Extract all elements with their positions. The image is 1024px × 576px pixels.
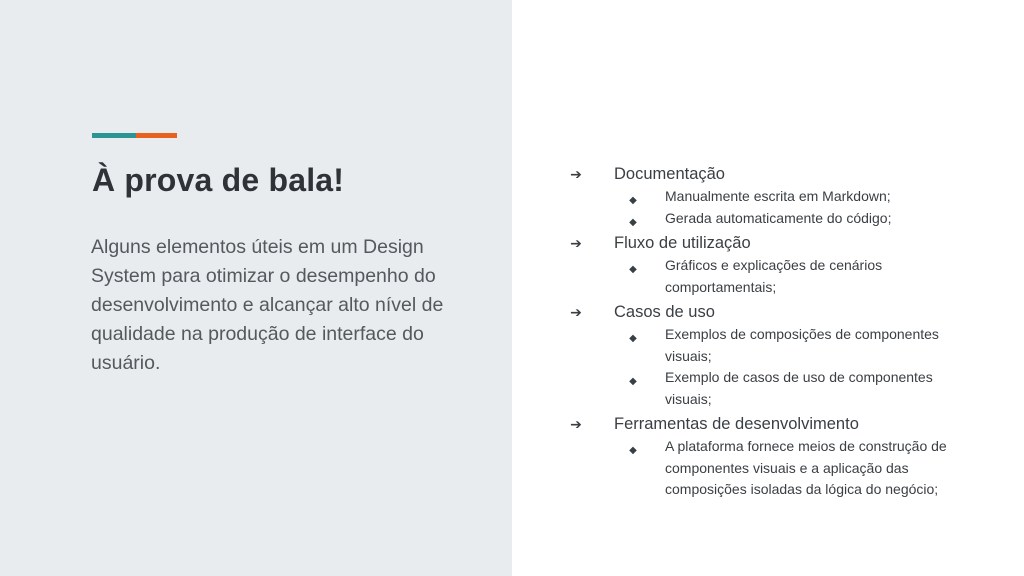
- list-item: [566, 436, 966, 501]
- slide-title: À prova de bala!: [92, 162, 345, 198]
- section-heading: [566, 162, 966, 186]
- slide-subtitle: Alguns elementos úteis em um Design System para otimizar o desempenho do desenvolvimento e alcançar alto nível de qualidade na produção de interface do usuário.: [91, 236, 444, 374]
- list-item: [566, 186, 966, 208]
- outline-section: [566, 162, 966, 229]
- accent-bar: [92, 133, 177, 138]
- section-heading-text: Documentação: [614, 165, 725, 183]
- section-heading: [566, 412, 966, 436]
- list-item-text: Exemplos de composições de componentes visuais;: [665, 326, 939, 364]
- arrow-right-icon: ➔: [570, 166, 582, 182]
- diamond-bullet-icon: ◆: [629, 445, 637, 456]
- arrow-right-icon: ➔: [570, 416, 582, 432]
- list-item-text: Gráficos e explicações de cenários comportamentais;: [665, 257, 883, 295]
- section-heading-text: Casos de uso: [614, 303, 715, 321]
- list-item: [566, 367, 966, 410]
- outline-section: [566, 412, 966, 501]
- arrow-right-icon: ➔: [570, 304, 582, 320]
- list-item-text: A plataforma fornece meios de construção de componentes visuais e a aplicação das composições isoladas da lógica do negócio;: [665, 438, 947, 497]
- list-item: [566, 208, 966, 230]
- list-item-text: Gerada automaticamente do código;: [665, 209, 892, 226]
- outline-section: [566, 231, 966, 298]
- list-item: [566, 324, 966, 367]
- diamond-bullet-icon: ◆: [629, 216, 637, 228]
- list-item-text: Exemplo de casos de uso de componentes visuais;: [665, 369, 933, 407]
- diamond-bullet-icon: ◆: [629, 264, 637, 275]
- accent-bar-teal: [92, 133, 136, 138]
- section-heading: [566, 231, 966, 255]
- arrow-right-icon: ➔: [570, 235, 582, 251]
- outline-section: [566, 300, 966, 410]
- list-item-text: Manualmente escrita em Markdown;: [665, 188, 891, 204]
- diamond-bullet-icon: ◆: [629, 333, 637, 344]
- section-items: [566, 324, 966, 410]
- diamond-bullet-icon: ◆: [629, 376, 637, 387]
- diamond-bullet-icon: ◆: [629, 195, 637, 206]
- section-heading: [566, 300, 966, 324]
- section-heading-text: Fluxo de utilização: [614, 234, 751, 252]
- section-items: [566, 436, 966, 501]
- section-items: [566, 255, 966, 298]
- topic-outline: [566, 160, 966, 501]
- section-heading-text: Ferramentas de desenvolvimento: [614, 415, 859, 433]
- section-items: [566, 186, 966, 229]
- list-item: [566, 255, 966, 298]
- accent-bar-orange: [136, 133, 177, 138]
